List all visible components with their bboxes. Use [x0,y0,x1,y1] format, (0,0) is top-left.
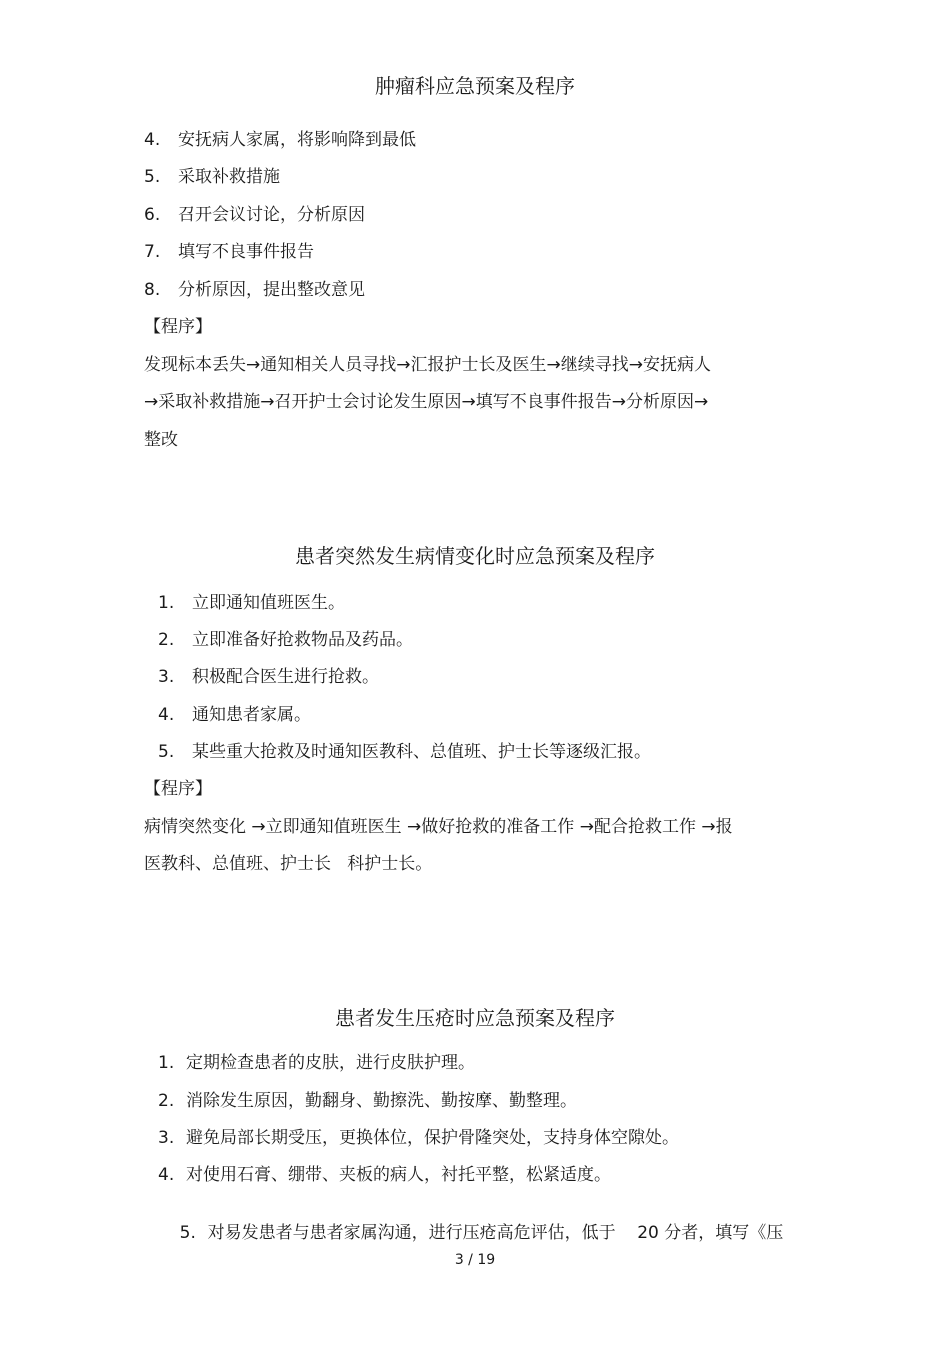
section-title: 患者突然发生病情变化时应急预案及程序 [295,544,655,568]
item-text: 召开会议讨论，分析原因 [178,205,365,225]
program-label: 【程序】 [144,779,212,799]
item-text: 填写不良事件报告 [178,242,314,262]
list-item [144,275,365,300]
item-text: 安抚病人家属，将影响降到最低 [178,130,416,150]
item-number: 2. [158,1091,175,1111]
list-item [158,700,311,725]
item-text: 对使用石膏、绷带、夹板的病人，衬托平整，松紧适度。 [186,1165,611,1185]
item-text: 立即准备好抢救物品及药品。 [192,630,413,650]
program-line: 发现标本丢失→通知相关人员寻找→汇报护士长及医生→继续寻找→安抚病人 [144,355,711,375]
item-number: 1. [158,1053,175,1073]
item-number: 8. [144,280,161,300]
item-number: 3. [158,1128,175,1148]
item-number: 2. [158,630,175,650]
item-number: 4. [158,705,175,725]
list-item [158,625,413,650]
item-number: 7. [144,242,161,262]
program-line: 医教科、总值班、护士长 科护士长。 [144,854,433,874]
item-number: 6. [144,205,161,225]
item-text: 避免局部长期受压，更换体位，保护骨隆突处，支持身体空隙处。 [186,1128,679,1148]
item-number: 5. [158,742,175,762]
item-number: 1. [158,593,175,613]
header-title: 肿瘤科应急预案及程序 [375,74,575,98]
program-line: 整改 [144,430,178,450]
list-item [158,662,379,687]
item-text: 采取补救措施 [178,167,280,187]
item-text: 消除发生原因，勤翻身、勤擦洗、勤按摩、勤整理。 [186,1091,577,1111]
list-item [158,588,345,613]
list-item [158,1160,611,1185]
item-text: 某些重大抢救及时通知医教科、总值班、护士长等逐级汇报。 [192,742,651,762]
list-item [158,1048,475,1073]
list-item [144,237,314,262]
item-number: 3. [158,667,175,687]
item-text: 对易发患者与患者家属沟通，进行压疮高危评估，低于 20 分者，填写《压 [207,1223,784,1243]
item-text: 定期检查患者的皮肤，进行皮肤护理。 [186,1053,475,1073]
list-item [144,162,280,187]
list-item [158,1086,577,1111]
item-number: 4. [144,130,161,150]
item-text: 积极配合医生进行抢救。 [192,667,379,687]
program-line: 病情突然变化 →立即通知值班医生 →做好抢救的准备工作 →配合抢救工作 →报 [144,817,733,837]
item-number: 5. [144,167,161,187]
item-number: 4. [158,1165,175,1185]
section-title: 患者发生压疮时应急预案及程序 [335,1006,615,1030]
page-indicator: 3 / 19 [454,1252,496,1268]
list-item [158,737,651,762]
program-label: 【程序】 [144,317,212,337]
list-item [144,200,365,225]
program-line: →采取补救措施→召开护士会讨论发生原因→填写不良事件报告→分析原因→ [144,392,709,412]
item-text: 通知患者家属。 [192,705,311,725]
item-text: 分析原因，提出整改意见 [178,280,365,300]
list-item [144,125,416,150]
item-text: 立即通知值班医生。 [192,593,345,613]
list-item [158,1123,679,1148]
item-number: 5. [179,1223,196,1243]
